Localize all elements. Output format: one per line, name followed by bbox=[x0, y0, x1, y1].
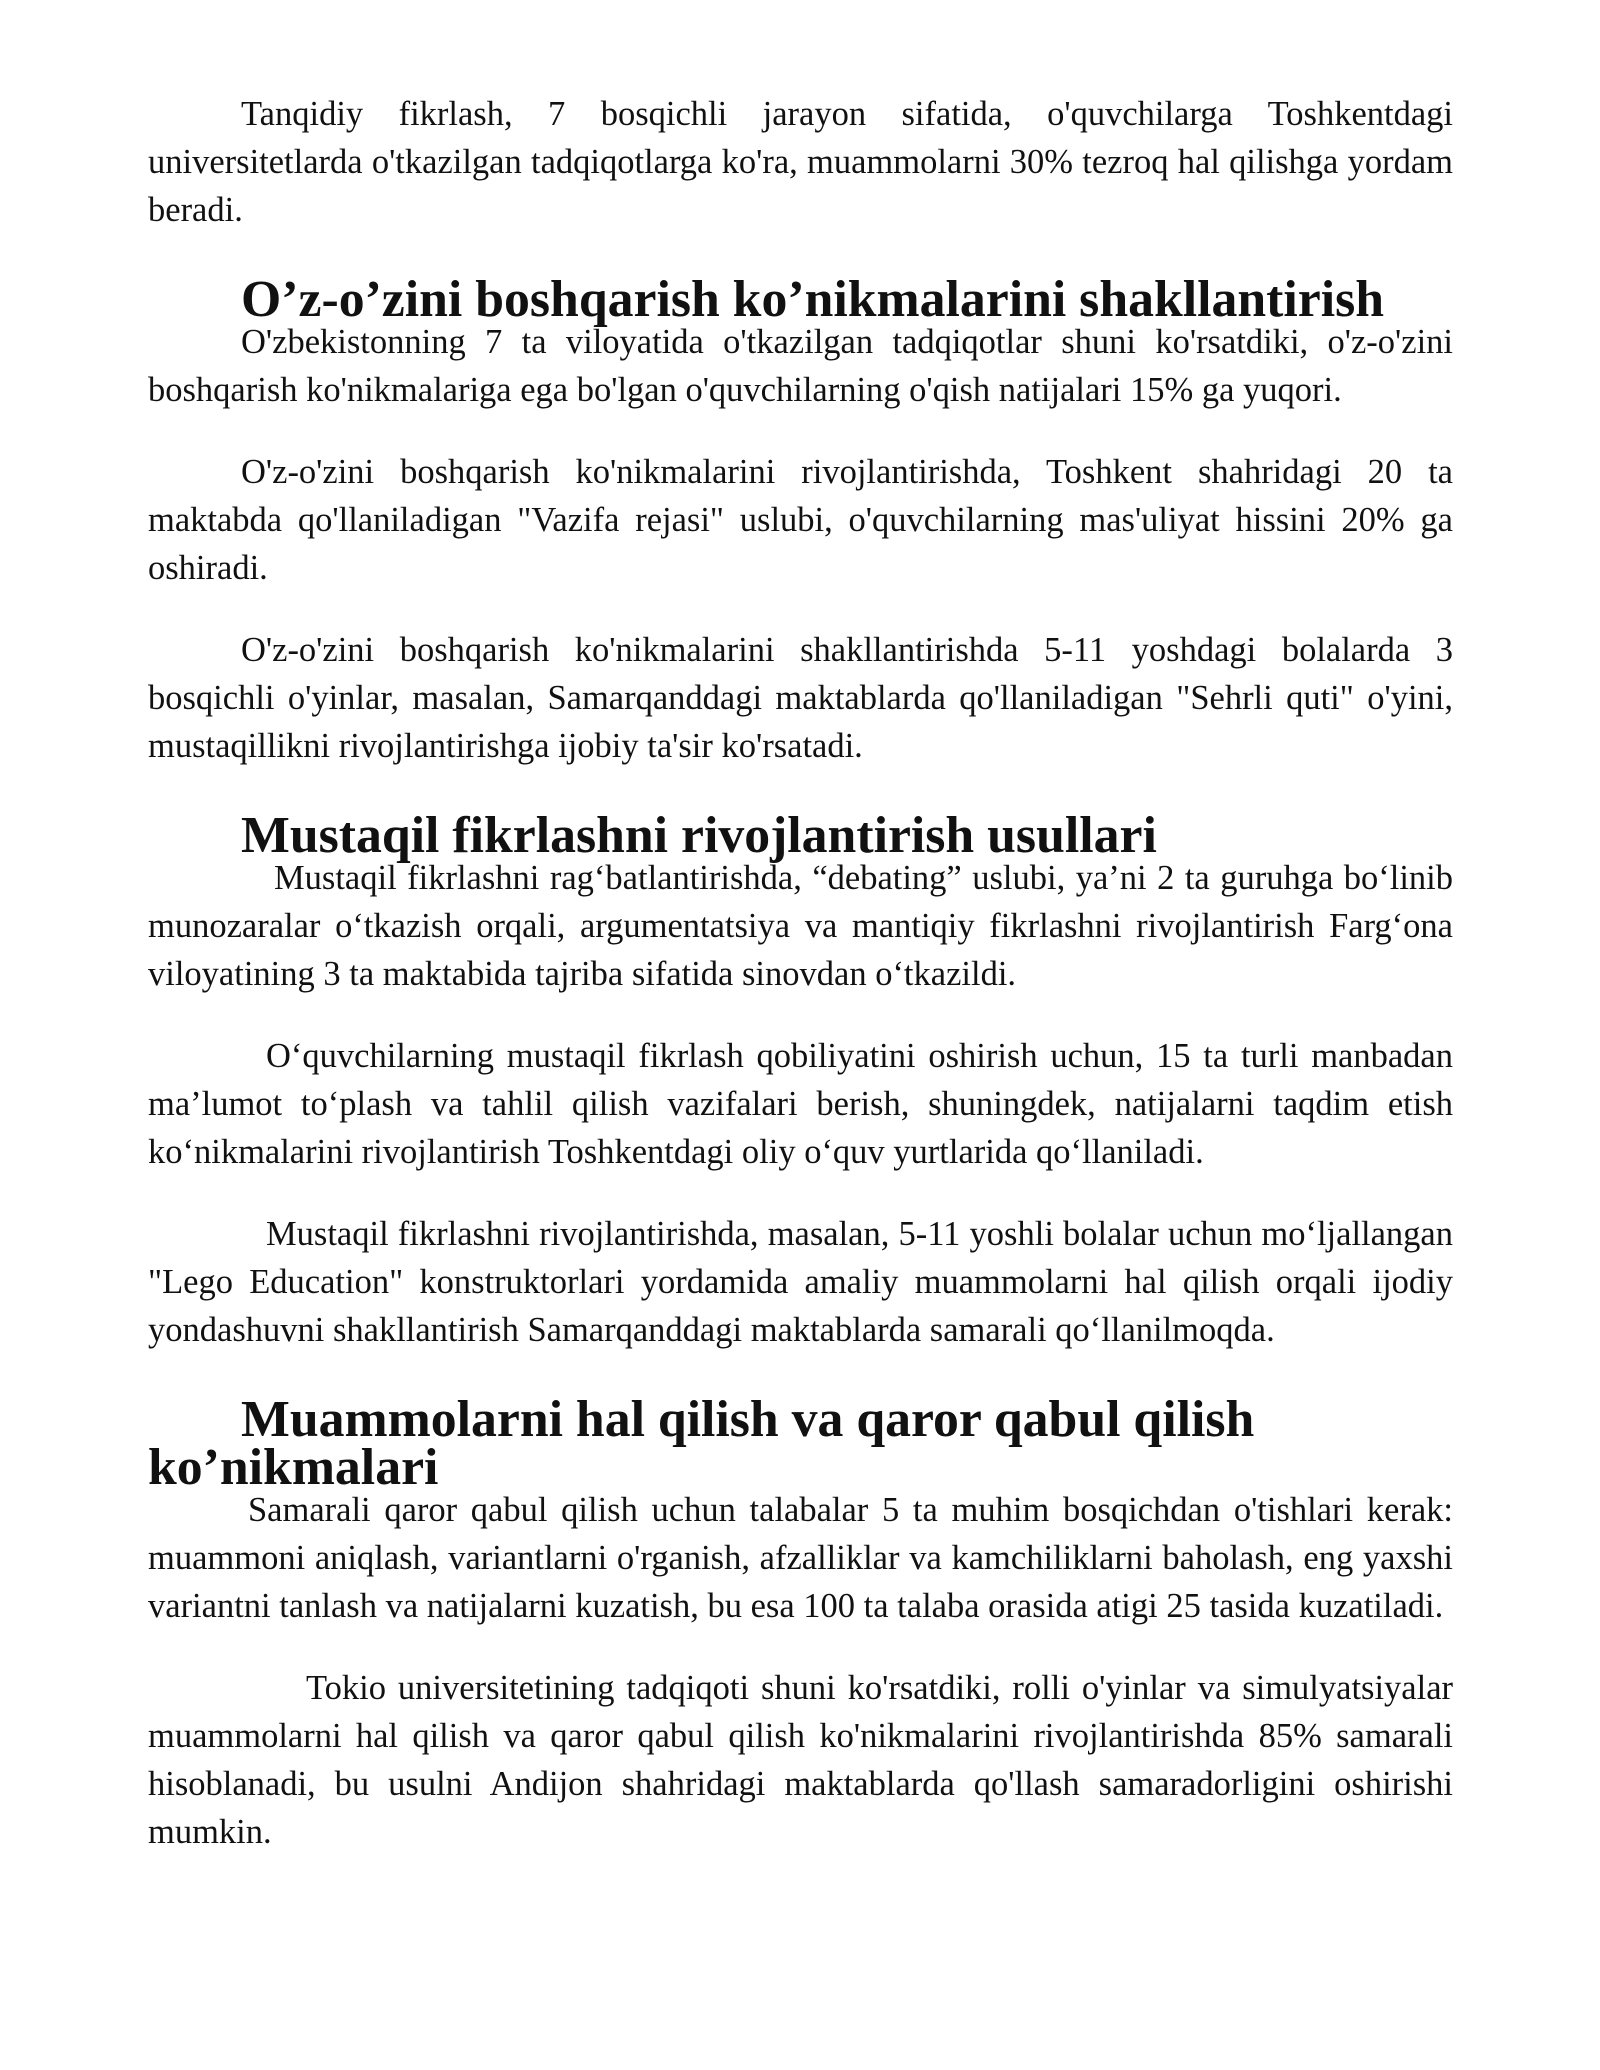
paragraph-decision-steps: Samarali qaror qabul qilish uchun talabalar 5 ta muhim bosqichdan o'tishlari kerak: muammoni aniqlash, variantlarni o'rganish, afzalliklar va kamchiliklarni baholash, eng yaxshi variantni tanlash va natijalarni kuzatish, bu esa 100 ta talaba orasida atigi 25 tasida kuzatiladi. bbox=[148, 1491, 1453, 1625]
paragraph-critical-thinking: Tanqidiy fikrlash, 7 bosqichli jarayon sifatida, o'quvchilarga Toshkentdagi universitetlarda o'tkazilgan tadqiqotlarga ko'ra, muammolarni 30% tezroq hal qilishga yordam beradi. bbox=[148, 95, 1453, 229]
paragraph-information-sources: O‘quvchilarning mustaqil fikrlash qobiliyatini oshirish uchun, 15 ta turli manbadan ma’lumot to‘plash va tahlil qilish vazifalari berish, shuningdek, natijalarni taqdim etish ko‘nikmalarini rivojlantirish Toshkentdagi oliy o‘quv yurtlarida qo‘llaniladi. bbox=[148, 1037, 1453, 1171]
paragraph-self-management-research: O'zbekistonning 7 ta viloyatida o'tkazilgan tadqiqotlar shuni ko'rsatdiki, o'z-o'zini boshqarish ko'nikmalariga ega bo'lgan o'quvchilarning o'qish natijalari 15% ga yuqori. bbox=[148, 323, 1453, 409]
heading-self-management: O’z-o’zini boshqarish ko’nikmalarini shakllantirish bbox=[241, 271, 1385, 328]
paragraph-debating-method: Mustaqil fikrlashni rag‘batlantirishda, “debating” uslubi, ya’ni 2 ta guruhga bo‘linib munozaralar o‘tkazish orqali, argumentatsiya va mantiqiy fikrlashni rivojlantirish Farg‘ona viloyatining 3 ta maktabida tajriba sifatida sinovdan o‘tkazildi. bbox=[148, 859, 1453, 993]
heading-independent-thinking: Mustaqil fikrlashni rivojlantirish usullari bbox=[241, 807, 1157, 864]
document-page bbox=[148, 90, 1453, 1856]
paragraph-task-plan-method: O'z-o'zini boshqarish ko'nikmalarini rivojlantirishda, Toshkent shahridagi 20 ta maktabda qo'llaniladigan "Vazifa rejasi" uslubi, o'quvchilarning mas'uliyat hissini 20% ga oshiradi. bbox=[148, 453, 1453, 587]
paragraph-lego-education: Mustaqil fikrlashni rivojlantirishda, masalan, 5-11 yoshli bolalar uchun mo‘ljallangan "Lego Education" konstruktorlari yordamida amaliy muammolarni hal qilish orqali ijodiy yondashuvni shakllantirish Samarqanddagi maktablarda samarali qo‘llanilmoqda. bbox=[148, 1215, 1453, 1349]
paragraph-magic-box-game: O'z-o'zini boshqarish ko'nikmalarini shakllantirishda 5-11 yoshdagi bolalarda 3 bosqichli o'yinlar, masalan, Samarqanddagi maktablarda qo'llaniladigan "Sehrli quti" o'yini, mustaqillikni rivojlantirishga ijobiy ta'sir ko'rsatadi. bbox=[148, 631, 1453, 765]
paragraph-tokyo-research: Tokio universitetining tadqiqoti shuni ko'rsatdiki, rolli o'yinlar va simulyatsiyalar muammolarni hal qilish va qaror qabul qilish ko'nikmalarini rivojlantirishda 85% samarali hisoblanadi, bu usulni Andijon shahridagi maktablarda qo'llash samaradorligini oshirishi mumkin. bbox=[148, 1669, 1453, 1851]
heading-problem-solving: Muammolarni hal qilish va qaror qabul qilish ko’nikmalari bbox=[148, 1391, 1255, 1496]
